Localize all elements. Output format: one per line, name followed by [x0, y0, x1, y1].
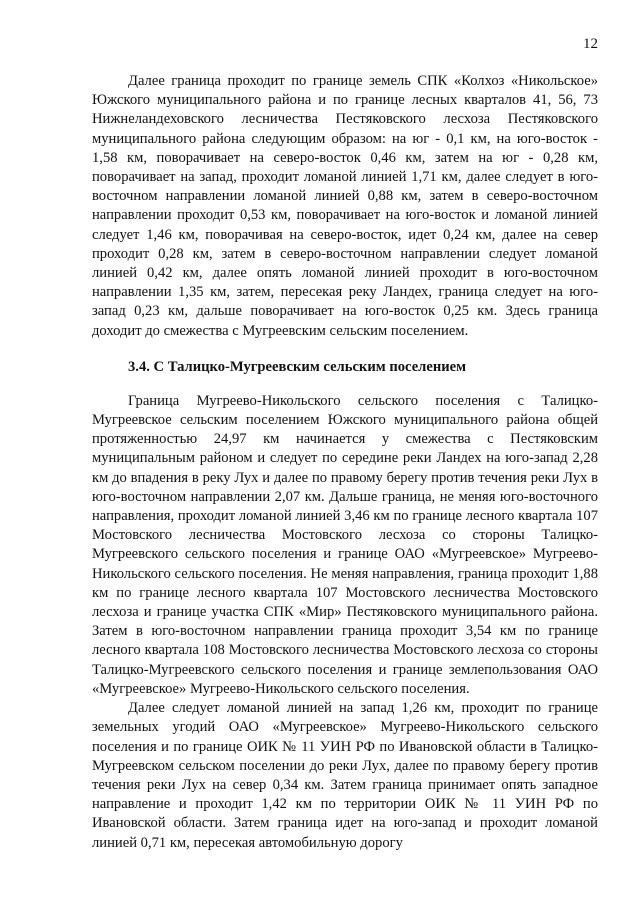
- page-number: 12: [583, 36, 598, 52]
- paragraph-1: Далее граница проходит по границе земель СПК «Колхоз «Никольское» Южского муниципального района и по границе лесных кварталов 41, 56, 73 Нижнеландеховского лесничества Пестяковского лесхоза Пестяковского муниципального района следующим образом: на юг - 0,1 км, на юго-восток - 1,58 км, поворачивает на северо-восток 0,46 км, затем на юг - 0,28 км, поворачивает на запад, проходит ломаной линией 1,71 км, далее следует в юго-восточном направлении ломаной линией 0,88 км, затем в северо-восточном направлении проходит 0,53 км, поворачивает на юго-восток и ломаной линией следует 1,46 км, поворачивая на северо-восток, идет 0,24 км, далее на север проходит 0,28 км, затем в северо-восточном направлении следует ломаной линией 0,42 км, далее опять ломаной линией проходит в юго-восточном направлении 1,35 км, затем, пересекая реку Ландех, граница следует на юго-запад 0,23 км, дальше поворачивает на юго-восток 0,25 км. Здесь граница доходит до смежества с Мугреевским сельским поселением.: [92, 73, 598, 339]
- paragraph-2: Граница Мугреево-Никольского сельского поселения с Талицко-Мугреевское сельским поселением Южского муниципального района общей протяженностью 24,97 км начинается у смежества с Пестяковским муниципальным районом и следует по середине реки Ландех на юго-запад 2,28 км до впадения в реку Лух и далее по правому берегу против течения реки Лух в юго-восточном направлении 2,07 км. Дальше граница, не меняя юго-восточного направления, проходит ломаной линией 3,46 км по границе лесного квартала 107 Мостовского лесничества Мостовского лесхоза со стороны Талицко-Мугреевского сельского поселения и границе ОАО «Мугреевское» Мугреево-Никольского сельского поселения. Не меняя направления, граница проходит 1,88 км по границе лесного квартала 107 Мостовского лесничества Мостовского лесхоза и границе участка СПК «Мир» Пестяковского муниципального района. Затем в юго-восточном направлении граница проходит 3,54 км по границе лесного квартала 108 Мостовского лесничества Мостовского лесхоза со стороны Талицко-Мугреевского сельского поселения и границе землепользования ОАО «Мугреевское» Мугреево-Никольского сельского поселения.: [92, 392, 598, 697]
- paragraph-3: Далее следует ломаной линией на запад 1,26 км, проходит по границе земельных угодий ОАО «Мугреевское» Мугреево-Никольского сельского поселения и по границе ОИК № 11 УИН РФ по Ивановской области в Талицко-Мугреевском сельском поселении до реки Лух, далее по правому берегу против течения реки Лух на север 0,34 км. Затем граница принимает опять западное направление и проходит 1,42 км по территории ОИК № 11 УИН РФ по Ивановской области. Затем граница идет на юго-запад и проходит ломаной линией 0,71 км, пересекая автомобильную дорогу: [92, 700, 598, 851]
- document-body: [92, 72, 598, 853]
- section-heading: 3.4. С Талицко-Мугреевским сельским поселением: [128, 358, 467, 375]
